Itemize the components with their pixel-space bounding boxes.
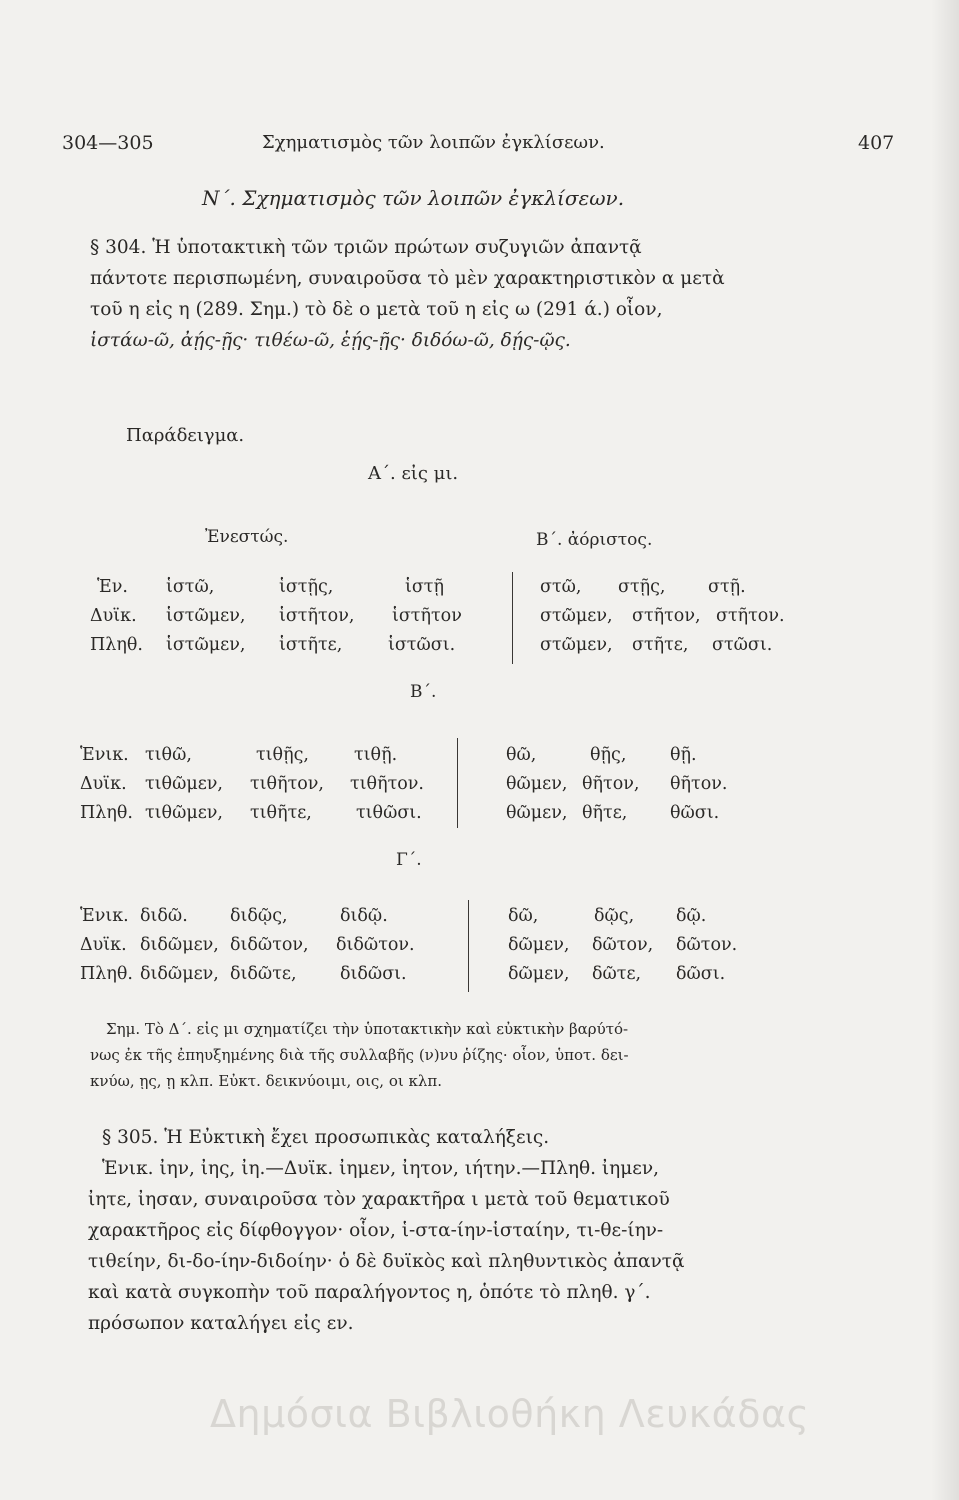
form-cell: τιθῇς,: [256, 745, 309, 765]
present-label: Ἐνεστώς.: [205, 527, 289, 547]
section-range: 304—305: [62, 132, 154, 154]
form-cell: στῇ.: [708, 577, 746, 597]
number-label: Ἑν.: [97, 577, 128, 597]
form-cell: ἱστῆτον,: [279, 606, 355, 626]
form-cell: διδῶσι.: [340, 964, 407, 984]
form-cell: διδῶ.: [140, 906, 188, 926]
heading-a: Α΄. εἰς μι.: [368, 463, 459, 484]
form-cell: θῇ.: [670, 745, 697, 765]
form-cell: στῇς,: [618, 577, 666, 597]
number-label: Δυϊκ.: [80, 935, 127, 955]
form-cell: δῶμεν,: [508, 964, 570, 984]
form-cell: θῆτον,: [582, 774, 640, 794]
form-cell: τιθῆτον.: [350, 774, 424, 794]
form-cell: στῶμεν,: [540, 635, 613, 655]
column-divider: [512, 572, 513, 664]
heading-b: Β΄.: [410, 682, 437, 702]
library-watermark: Δημόσια Βιβλιοθήκη Λευκάδας: [210, 1392, 810, 1436]
form-cell: διδῶμεν,: [140, 935, 219, 955]
note-paragraph: [90, 1016, 750, 1094]
text-line: § 304. Ἡ ὑποτακτικὴ τῶν τριῶν πρώτων συζυγιῶν ἀπαντᾷ: [90, 237, 642, 258]
form-cell: ἱστῇς,: [279, 577, 334, 597]
aorist-label: Β΄. ἀόριστος.: [536, 530, 653, 550]
column-divider: [468, 900, 469, 992]
form-cell: ἱστῇ: [405, 577, 444, 597]
form-cell: θῶ,: [506, 745, 537, 765]
form-cell: θῶμεν,: [506, 774, 568, 794]
form-cell: ἱστῶσι.: [388, 635, 456, 655]
text-line: πάντοτε περισπωμένη, συναιροῦσα τὸ μὲν χαρακτηριστικὸν α μετὰ: [90, 268, 725, 289]
form-cell: τιθῇ.: [354, 745, 398, 765]
form-cell: στῆτον.: [716, 606, 785, 626]
column-divider: [457, 738, 458, 828]
number-label: Ἑνικ.: [80, 745, 129, 765]
form-cell: δῷς,: [594, 906, 635, 926]
form-cell: δῶτον,: [592, 935, 654, 955]
text-line: τοῦ η εἰς η (289. Σημ.) τὸ δὲ ο μετὰ τοῦ η εἰς ω (291 ά.) οἷον,: [90, 299, 663, 320]
form-cell: δῶτον.: [676, 935, 738, 955]
form-cell: διδῶμεν,: [140, 964, 219, 984]
number-label: Ἑνικ.: [80, 906, 129, 926]
form-cell: τιθῶ,: [145, 745, 192, 765]
form-cell: θῆτε,: [582, 803, 628, 823]
form-cell: δῶ,: [508, 906, 539, 926]
form-cell: διδῷς,: [230, 906, 288, 926]
form-cell: δῶμεν,: [508, 935, 570, 955]
form-cell: διδῷ.: [340, 906, 388, 926]
form-cell: ἱστῶμεν,: [166, 635, 246, 655]
section-305: [88, 1122, 768, 1339]
form-cell: θῶμεν,: [506, 803, 568, 823]
form-cell: θῶσι.: [670, 803, 720, 823]
page-number: 407: [858, 132, 895, 154]
number-label: Πληθ.: [80, 964, 133, 984]
heading-c: Γ΄.: [396, 850, 422, 870]
text-line: ἰητε, ἰησαν, συναιροῦσα τὸν χαρακτῆρα ι μετὰ τοῦ θεματικοῦ: [88, 1189, 670, 1210]
form-cell: ἱστῶμεν,: [166, 606, 246, 626]
text-line: ἱστάω-ῶ, ἀῄς-ῇς· τιθέω-ῶ, ἑῄς-ῇς· διδόω-ῶ, δῄς-ῷς.: [90, 330, 571, 351]
form-cell: ἱστῆτε,: [279, 635, 343, 655]
note-line: Σημ. Τὸ Δ΄. εἰς μι σχηματίζει τὴν ὑποτακτικὴν καὶ εὐκτικὴν βαρύτό-: [106, 1020, 629, 1038]
form-cell: τιθῆτον,: [250, 774, 324, 794]
text-line: § 305. Ἡ Εὐκτικὴ ἔχει προσωπικὰς καταλήξεις.: [102, 1127, 550, 1148]
text-line: καὶ κατὰ συγκοπὴν τοῦ παραλήγοντος η, ὁπότε τὸ πληθ. γ΄.: [88, 1282, 651, 1303]
form-cell: δῶσι.: [676, 964, 726, 984]
form-cell: τιθῶμεν,: [145, 803, 223, 823]
number-label: Δυϊκ.: [90, 606, 137, 626]
running-title: Σχηματισμὸς τῶν λοιπῶν ἐγκλίσεων.: [262, 132, 605, 153]
form-cell: στῶμεν,: [540, 606, 613, 626]
form-cell: διδῶτον.: [336, 935, 415, 955]
text-line: Ἑνικ. ἰην, ἰης, ἰη.—Δυϊκ. ἰημεν, ἰητον, ιήτην.—Πληθ. ἰημεν,: [102, 1158, 659, 1179]
example-label: Παράδειγμα.: [126, 425, 245, 446]
form-cell: δῶτε,: [592, 964, 642, 984]
form-cell: τιθῶσι.: [356, 803, 422, 823]
form-cell: θῇς,: [590, 745, 627, 765]
form-cell: στῶσι.: [712, 635, 773, 655]
form-cell: ἱστῶ,: [166, 577, 215, 597]
form-cell: τιθῶμεν,: [145, 774, 223, 794]
form-cell: διδῶτε,: [230, 964, 297, 984]
section-304: [90, 232, 770, 356]
note-line: κνύω, ῃς, ῃ κλπ. Εὐκτ. δεικνύοιμι, οις, οι κλπ.: [90, 1072, 443, 1090]
form-cell: δῷ.: [676, 906, 707, 926]
form-cell: διδῶτον,: [230, 935, 309, 955]
number-label: Πληθ.: [80, 803, 133, 823]
form-cell: θῆτον.: [670, 774, 728, 794]
text-line: τιθείην, δι-δο-ίην-διδοίην· ὁ δὲ δυϊκὸς καὶ πληθυντικὸς ἀπαντᾷ: [88, 1251, 685, 1272]
number-label: Πληθ.: [90, 635, 143, 655]
form-cell: στῶ,: [540, 577, 582, 597]
text-line: πρόσωπον καταλήγει εἰς εν.: [88, 1313, 354, 1334]
form-cell: στῆτον,: [632, 606, 701, 626]
form-cell: στῆτε,: [632, 635, 689, 655]
note-line: νως ἐκ τῆς ἐπηυξημένης διὰ τῆς συλλαβῆς (ν)νυ ῥίζης· οἷον, ὑποτ. δει-: [90, 1046, 629, 1064]
number-label: Δυϊκ.: [80, 774, 127, 794]
chapter-title: Ν΄. Σχηματισμὸς τῶν λοιπῶν ἐγκλίσεων.: [202, 186, 625, 210]
text-line: χαρακτῆρος εἰς δίφθογγον· οἷον, ἱ-στα-ίην-ἱσταίην, τι-θε-ίην-: [88, 1220, 664, 1241]
form-cell: ἱστῆτον: [392, 606, 462, 626]
form-cell: τιθῆτε,: [250, 803, 312, 823]
